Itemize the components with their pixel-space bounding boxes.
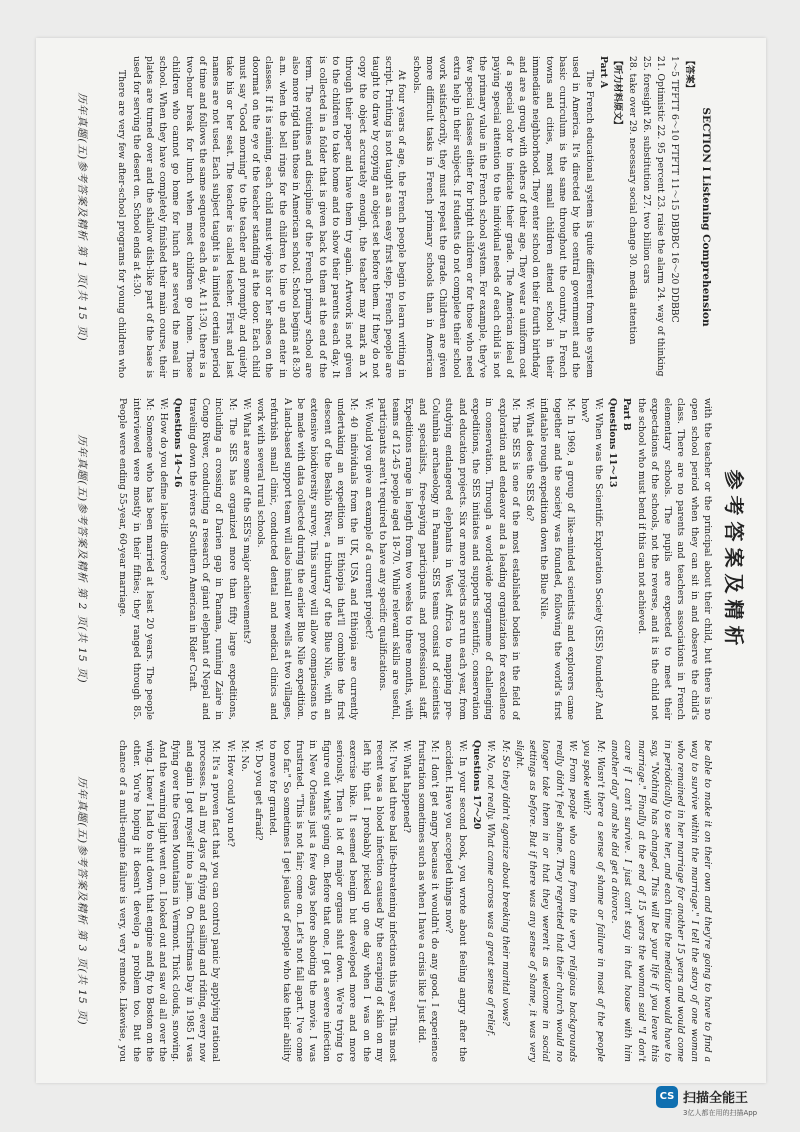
- paragraph: At four years of age, the French people begin to learn writing in script. Printing is not taught as an easy first step. French people are taught to draw by copying an object set before them. If they do not copy the object accurately enough, the teacher may mark an X through their paper and have them try again. Artwork is not given to the children to take home and to show their parents each day. It is collected in a folder that is given back to them at the end of the term. The routines and discipline of the French primary school are also more rigid than those in American school. School begins at 8:30 a.m. when the bell rings for the children to line up and enter in classes. If it is raining, each child must wipe his or her shoes on the doormat on the eye of the teacher standing at the door. Each child must say "Good morning" to the teacher and promptly and quietly take his or her seat. The teacher is called teacher. First and last names are not used. Each subject taught is a limited certain period of time and follows the same sequence each day. At 11:30, there is a two-hour break for lunch when most children go home. Those children who cannot go home for lunch are served the meal in school. When they have completely finished their main course, their plates are turned over and the shallow dish-like part of the base is used for serving the desert on. School ends at 4:30.: [130, 56, 408, 378]
- paragraph: There are very few after-school programs for young children who: [116, 70, 128, 378]
- dialogue-line: W: Do you get afraid?: [253, 740, 265, 841]
- answer-line: 28. take over 29. necessary social change 30. media attention: [626, 56, 638, 345]
- dialogue-line: W: What are some of the SES's major achievements?: [240, 398, 252, 644]
- dialogue-line: W: No, not really. What came across was a great sense of relief.: [485, 740, 497, 1037]
- dialogue-line: W: What does the SES do?: [524, 398, 536, 522]
- answer-line: 1～5 TFFTT 6～10 FTFTT 11～15 DBDBC 16～20 DDBBC: [669, 56, 681, 323]
- material-heading: 【听力材料原文】: [612, 56, 624, 130]
- dialogue-line: W: How do you define late-life divorce?: [158, 398, 170, 581]
- rotated-content: [36, 38, 766, 1083]
- dialogue-line: M: In 1969, a group of like-minded scientists and explorers came together and the society was founded, following the world's first inflatable rough expedition down the Blue Nile.: [538, 398, 577, 720]
- dialogue-line: W: What happened?: [401, 740, 413, 833]
- answer-heading: 【答案】: [683, 56, 695, 93]
- dialogue-line: W: When was the Scientific Exploration Society (SES) founded? And how?: [579, 398, 604, 720]
- dialogue-line: W: In your second book, you wrote about feeling angry after the accident. Have you accepted things now?: [443, 740, 468, 1062]
- page-footer: 历年真题(五)参考答案及精析 第 1 页(共 15 页): [76, 92, 88, 342]
- answer-line: 25. foresight 26. substitution 27. two billion cars: [640, 56, 652, 284]
- watermark-app-name: 扫描全能王: [683, 1091, 749, 1106]
- part-a-heading: Part A: [597, 56, 609, 89]
- part-b-heading: Part B: [621, 398, 633, 431]
- dialogue-line: M: The SES is one of the most established bodies in the field of exploration and endeavor and a leading organization for excellence in conservation. Through a world-wide programme of challenging expeditions, the SES initiates and supports scientific, conservation and education projects. Six or more projects are run each year, from studying endangered elephants in West Africa to mapping pre-Columbia archaeology in Panama. SES teams consist of scientists and specialists, free-paying participants and professional staff. Expeditions range in length from two weeks to three months, with teams of 12-45 people aged 18-70. While relevant skills are useful, participants aren't required to have any specific qualifications.: [376, 398, 521, 720]
- column-3: [114, 740, 714, 1062]
- document-title: 参考答案及精析: [722, 469, 746, 652]
- answer-line: 21. Optimistic 22. 95 percent 23. raise the alarm 24. way of thinking: [655, 56, 667, 377]
- dialogue-line: W: How could you not?: [224, 740, 236, 847]
- dialogue-line: W: Would you give an example of a current project?: [362, 398, 374, 639]
- camscanner-logo-icon: CS: [656, 1086, 678, 1108]
- questions-heading: Questions 17～20: [470, 740, 482, 830]
- dialogue-line: be able to make it on their own and they're going to have to find a way to survive within the marriage." I tell the story of one woman who remained in her marriage for another 15 years and would come in periodically to see her, and each time the mediator would have to say, "Nothing has changed. This will be your life if you leave this marriage." Finally at the end of 15 years the woman said "I don't care if I can't survive. I just can't stay in that house with him another day" and she did get a divorce.: [608, 740, 713, 1062]
- scanned-page: [36, 38, 766, 1083]
- paragraph: with the teacher or the principal about their child, but there is no open school period when they can sit in and observe the child's class. There are no parents and teachers associations in French elementary schools. The pupils are expected to meet their expectations of the schools, not the reverse, and it is the child not the school who must bend if this can not achieved.: [635, 398, 713, 720]
- questions-heading: Questions 14～16: [172, 398, 184, 488]
- dialogue-line: W: From people who came from the very religious backgrounds really didn't feel shame. They regretted that their church would no longer take them in or that they weren't as welcome in social settings as before. But if there was any sense of shame, it was very slight.: [513, 740, 579, 1062]
- column-1: [114, 56, 714, 378]
- column-2: [114, 398, 714, 720]
- dialogue-line: M: I've had three bad life-threatening infections this year. This most recent was a blood infection caused by the scraping of skin on my left hip that I probably picked up one day when I was on the exercise bike. It seemed benign but developed more and more seriously. Then a lot of major organs shut down. We're trying to figure out what's going on. Before that one, I got a severe infection in New Orleans just a few days before shooting the movie. I was frustrated. "This is not fair; come on. Let's not fall apart. I've come too far." So sometimes I get jealous of people who take their ability to move for granted.: [267, 740, 399, 1062]
- dialogue-line: [114, 398, 115, 720]
- dialogue-line: M: No.: [238, 740, 250, 772]
- dialogue-line: M: The SES has organized more than fifty large expeditions, including a crossing of Darien gap in Panama, running Zaire in Congo River, conducting a research of giant elephant of Nepal and traveling down the rivers of Southern American in Rider Craft.: [186, 398, 238, 720]
- scanner-watermark: [656, 1084, 796, 1128]
- page-footer: 历年真题(五)参考答案及精析 第 3 页(共 15 页): [76, 776, 88, 1026]
- dialogue-line: M: So they didn't agonize about breaking their marital vows?: [499, 740, 511, 1026]
- dialogue-line: M: Someone who has been married at least 20 years. The people interviewed were mostly in their fifties; they ranged through 85. People were ending 55-year, 60-year marriage.: [117, 398, 155, 720]
- dialogue-line: M: Wasn't there a sense of shame or failure in most of the people you spoke with?: [581, 740, 606, 1062]
- questions-heading: Questions 11～13: [606, 398, 618, 488]
- dialogue-line: M: 40 individuals from the UK, USA and Ethiopia are currently undertaking an expedition in Ethiopia that'll combine the first descent of the Beshilo River, a tributary of the Blue Nile, with an extensive biodiversity survey. This survey will allow comparisons to be made with data collected during the earlier Blue Nile expedition. A land-based support team will also install new wells at two villages, refurbish small clinic, conducted dental and medical clinics and work with several rural schools.: [255, 398, 360, 720]
- paragraph: The French educational system is quite different from the system used in America. It's directed by the central government and the basic curriculum is the same throughout the country. In French towns and cities, most small children attend school in their immediate neighborhood. They enter school on their fourth birthday and are a group with others of their age. They wear a uniform coat of a special color to indicate their grade. The American ideal of paying special attention to the individual needs of each child is not the primary value in the French school system. For example, they've few special classes either for bright children or for those who need extra help in their subjects. If students do not complete their school work satisfactorily, they must repeat the grade. Children are given more difficult tasks in French primary schools than in American schools.: [410, 56, 595, 378]
- section-heading: SECTION I Listening Comprehension: [700, 107, 712, 327]
- dialogue-line: M: It's a proven fact that you can control panic by applying rational processes. In all my days of flying and sailing and riding, every now and again I got myself into a jam. On Christmas Day in 1985 I was flying over the Green Mountains in Vermont. Thick clouds, snowing. And the warning light went on. I looked out and saw oil all over the wing. I knew I had to shut down that engine and fly to Boston on the other. You're hoping it doesn't develop a problem too. But the chance of a multi-engine failure is very, very remote. Likewise, you: [117, 740, 222, 1062]
- dialogue-line: M: I don't get angry because it wouldn't do any good. I experience frustration sometimes such as when I have a crisis like I just did.: [415, 740, 441, 1062]
- page-footer: 历年真题(五)参考答案及精析 第 2 页(共 15 页): [76, 434, 88, 684]
- watermark-tagline: 3亿人都在用的扫描App: [683, 1109, 758, 1117]
